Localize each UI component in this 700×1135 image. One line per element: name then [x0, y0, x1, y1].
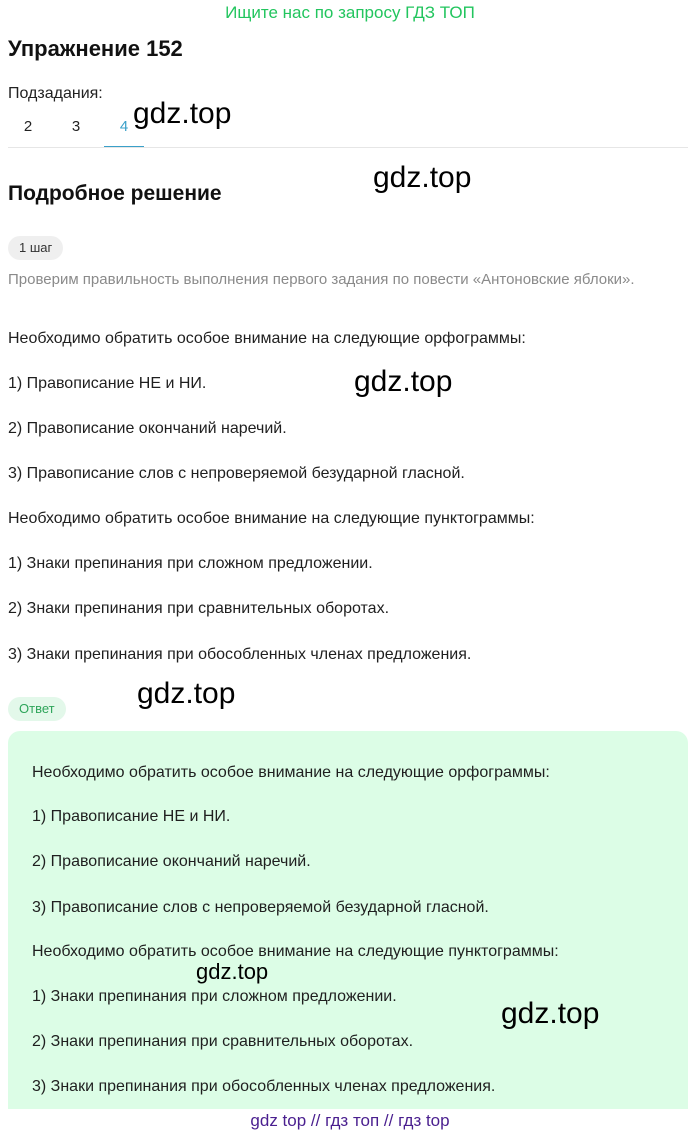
answer-badge: Ответ	[8, 697, 66, 721]
answer-line: Необходимо обратить особое внимание на следующие орфограммы:	[32, 764, 550, 781]
step-badge: 1 шаг	[8, 236, 63, 260]
solution-line: Необходимо обратить особое внимание на следующие пунктограммы:	[8, 510, 535, 527]
subtask-tab-3[interactable]: 3	[71, 118, 81, 135]
top-banner: Ищите нас по запросу ГДЗ ТОП	[225, 3, 475, 22]
watermark: gdz.top	[354, 365, 453, 398]
solution-line: 1) Знаки препинания при сложном предложении.	[8, 555, 373, 572]
subtask-tabs	[8, 110, 688, 148]
answer-box	[8, 731, 688, 1109]
tabs-divider	[8, 147, 688, 148]
watermark: gdz.top	[196, 959, 269, 984]
answer-line: 1) Знаки препинания при сложном предложении.	[32, 988, 397, 1005]
solution-intro: Проверим правильность выполнения первого задания по повести «Антоновские яблоки».	[8, 271, 635, 288]
answer-line: 3) Правописание слов с непроверяемой безударной гласной.	[32, 899, 489, 916]
footer-links: gdz top // гдз топ // гдз top	[0, 1109, 700, 1135]
solution-line: 1) Правописание НЕ и НИ.	[8, 375, 207, 392]
answer-line: 3) Знаки препинания при обособленных членах предложения.	[32, 1078, 496, 1095]
solution-line: 3) Правописание слов с непроверяемой безударной гласной.	[8, 465, 465, 482]
solution-line: 3) Знаки препинания при обособленных членах предложения.	[8, 646, 472, 663]
watermark: gdz.top	[133, 97, 232, 130]
watermark: gdz.top	[137, 677, 236, 710]
answer-line: 2) Знаки препинания при сравнительных оборотах.	[32, 1033, 414, 1050]
watermark: gdz.top	[373, 161, 472, 194]
answer-line: Необходимо обратить особое внимание на следующие пунктограммы:	[32, 943, 559, 960]
subtasks-label: Подзадания:	[8, 85, 103, 102]
answer-line: 2) Правописание окончаний наречий.	[32, 853, 311, 870]
solution-line: 2) Знаки препинания при сравнительных оборотах.	[8, 600, 390, 617]
answer-line: 1) Правописание НЕ и НИ.	[32, 808, 231, 825]
solution-line: Необходимо обратить особое внимание на следующие орфограммы:	[8, 330, 526, 347]
solution-line: 2) Правописание окончаний наречий.	[8, 420, 287, 437]
watermark: gdz.top	[501, 997, 600, 1030]
exercise-title: Упражнение 152	[8, 36, 183, 61]
subtask-tab-2[interactable]: 2	[23, 118, 33, 135]
solution-title: Подробное решение	[8, 182, 222, 205]
subtask-tab-4[interactable]: 4	[104, 110, 144, 148]
